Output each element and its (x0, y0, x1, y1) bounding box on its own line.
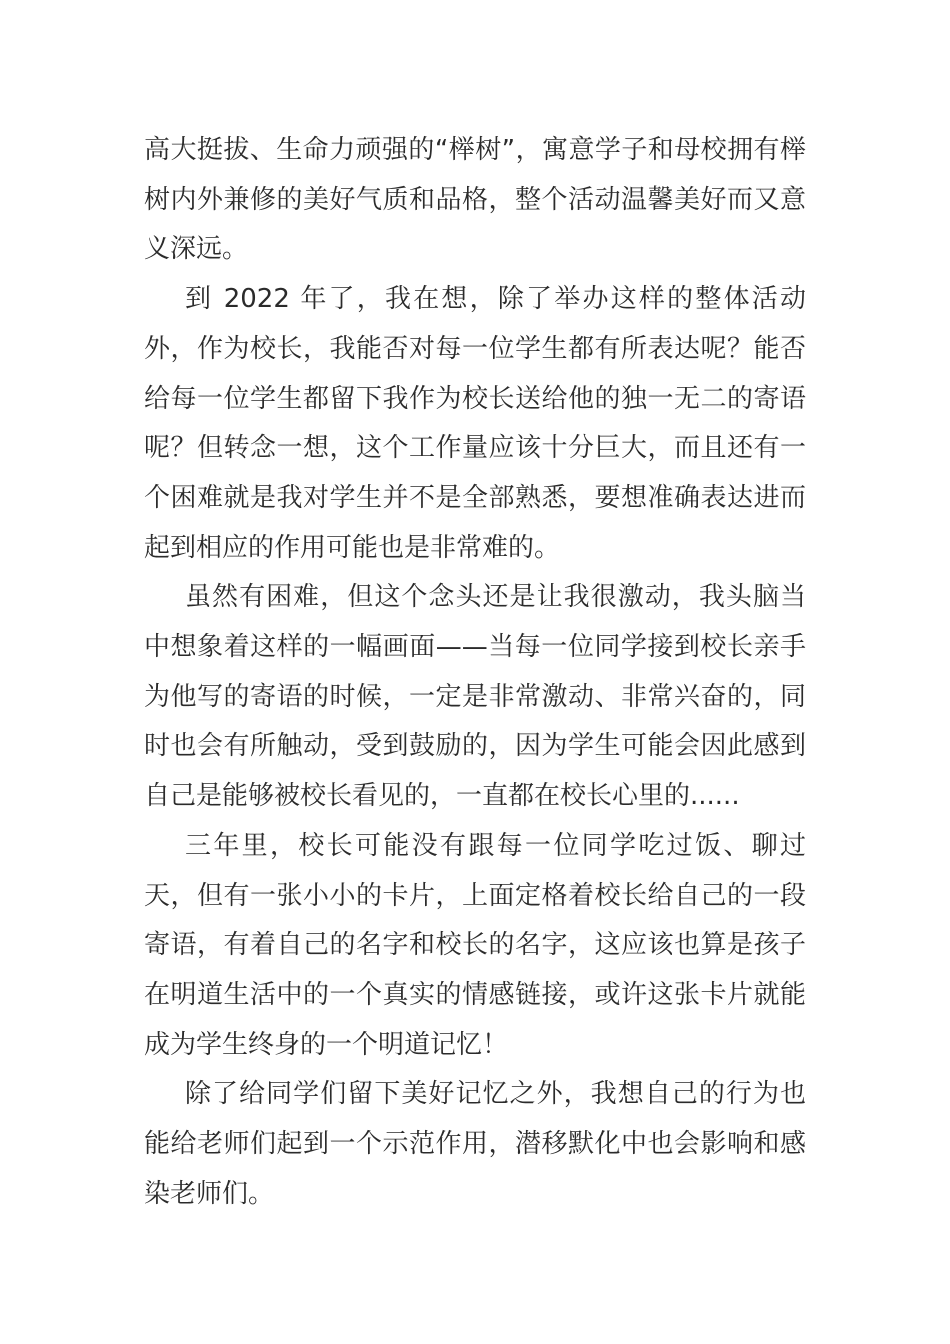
paragraph-5: 除了给同学们留下美好记忆之外，我想自己的行为也能给老师们起到一个示范作用，潜移默化中也会影响和感染老师们。 (144, 1079, 806, 1209)
document-body (144, 126, 806, 1219)
paragraph-3: 虽然有困难，但这个念头还是让我很激动，我头脑当中想象着这样的一幅画面——当每一位同学接到校长亲手为他写的寄语的时候，一定是非常激动、非常兴奋的，同时也会有所触动，受到鼓励的，因为学生可能会因此感到自己是能够被校长看见的，一直都在校长心里的...... (144, 582, 806, 812)
paragraph-2: 到 2022 年了，我在想，除了举办这样的整体活动外，作为校长，我能否对每一位学生都有所表达呢？能否给每一位学生都留下我作为校长送给他的独一无二的寄语呢？但转念一想，这个工作量应该十分巨大，而且还有一个困难就是我对学生并不是全部熟悉，要想准确表达进而起到相应的作用可能也是非常难的。 (144, 284, 806, 563)
paragraph-4: 三年里，校长可能没有跟每一位同学吃过饭、聊过天，但有一张小小的卡片，上面定格着校长给自己的一段寄语，有着自己的名字和校长的名字，这应该也算是孩子在明道生活中的一个真实的情感链接，或许这张卡片就能成为学生终身的一个明道记忆！ (144, 830, 806, 1060)
paragraph-1: 高大挺拔、生命力顽强的“榉树”，寓意学子和母校拥有榉树内外兼修的美好气质和品格，整个活动温馨美好而又意义深远。 (144, 135, 806, 265)
